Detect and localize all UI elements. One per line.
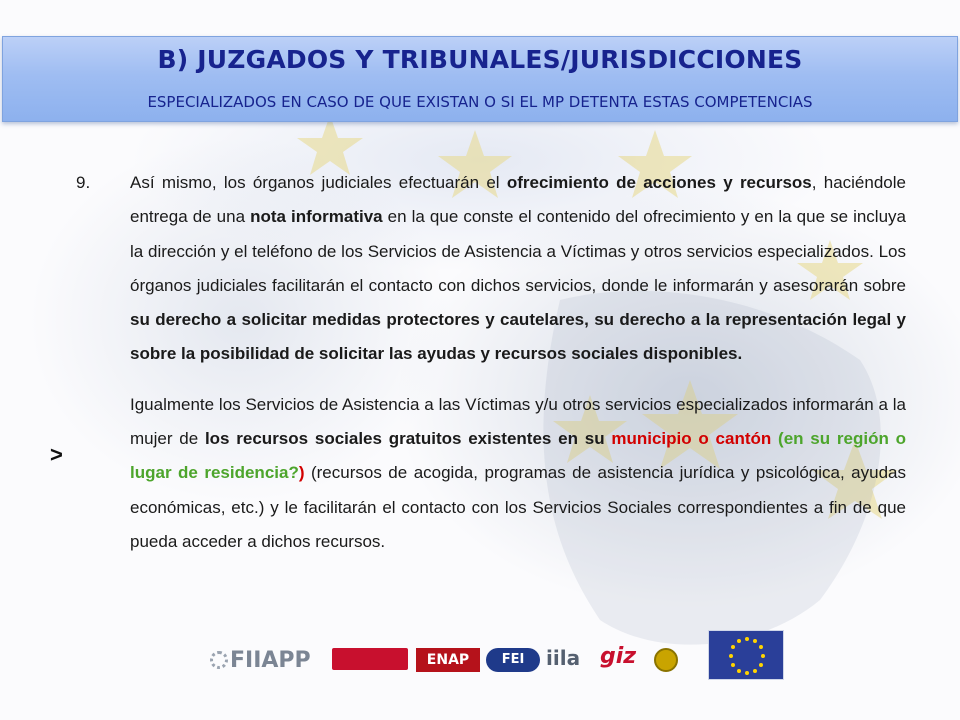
page-title: B) JUZGADOS Y TRIBUNALES/JURISDICCIONES <box>157 45 803 74</box>
list-item-text <box>130 166 906 372</box>
text-segment: , haciéndole entrega de una <box>130 173 906 227</box>
list-number: 9. <box>76 173 91 192</box>
content-body <box>76 166 906 559</box>
sponsor-logos <box>200 626 790 692</box>
bold-text-segment: su derecho a solicitar medidas protectores y cautelares, su derecho a la representación legal y sobre la posibilidad de solicitar las ayudas y recursos sociales disponibles. <box>130 310 906 364</box>
bold-text-segment: nota informativa <box>250 207 383 227</box>
paragraph-social-resources <box>76 388 906 559</box>
seal-logo <box>654 648 678 672</box>
giz-logo: giz <box>600 644 637 669</box>
iila-logo: iila <box>546 646 581 670</box>
green-highlight-text: (en su región o lugar de residencia? <box>130 429 906 483</box>
fei-logo: FEI <box>486 648 540 672</box>
text-segment: Igualmente los Servicios de Asistencia a las Víctimas y/u otros servicios especializados informarán a la mujer de <box>130 394 906 449</box>
text-segment: (recursos de acogida, programas de asistencia jurídica y psicológica, ayudas económicas, etc.) y le facilitarán el contacto con los Servicios Sociales correspondientes a fin de que pueda acceder a dichos recursos. <box>130 463 906 551</box>
red-highlight-text: municipio o cantón <box>611 429 772 449</box>
text-segment: en la que conste el contenido del ofrecimiento y en la que se incluya la dirección y el teléfono de los Servicios de Asistencia a Víctimas y otros servicios especializados. Los órganos judiciales facilitarán el contacto con dichos servicios, donde le informarán y asesorarán sobre <box>130 207 906 295</box>
fiiapp-logo: FIIAPP <box>210 648 311 673</box>
page-subtitle: ESPECIALIZADOS EN CASO DE QUE EXISTAN O SI EL MP DETENTA ESTAS COMPETENCIAS <box>147 93 813 111</box>
bullet-arrow-icon: > <box>50 442 63 467</box>
title-banner <box>2 36 958 122</box>
bold-text-segment: ofrecimiento de acciones y recursos <box>506 173 812 192</box>
enap-logo: ENAP <box>416 648 480 672</box>
eu-flag-logo <box>708 630 784 680</box>
partner-logo <box>332 648 408 670</box>
red-highlight-text: ) <box>298 463 305 483</box>
bold-text-segment: los recursos sociales gratuitos existentes en su <box>204 429 612 449</box>
list-item-9 <box>76 166 906 372</box>
eu-stars-icon <box>709 631 785 681</box>
text-segment: Así mismo, los órganos judiciales efectuarán el <box>130 173 507 192</box>
